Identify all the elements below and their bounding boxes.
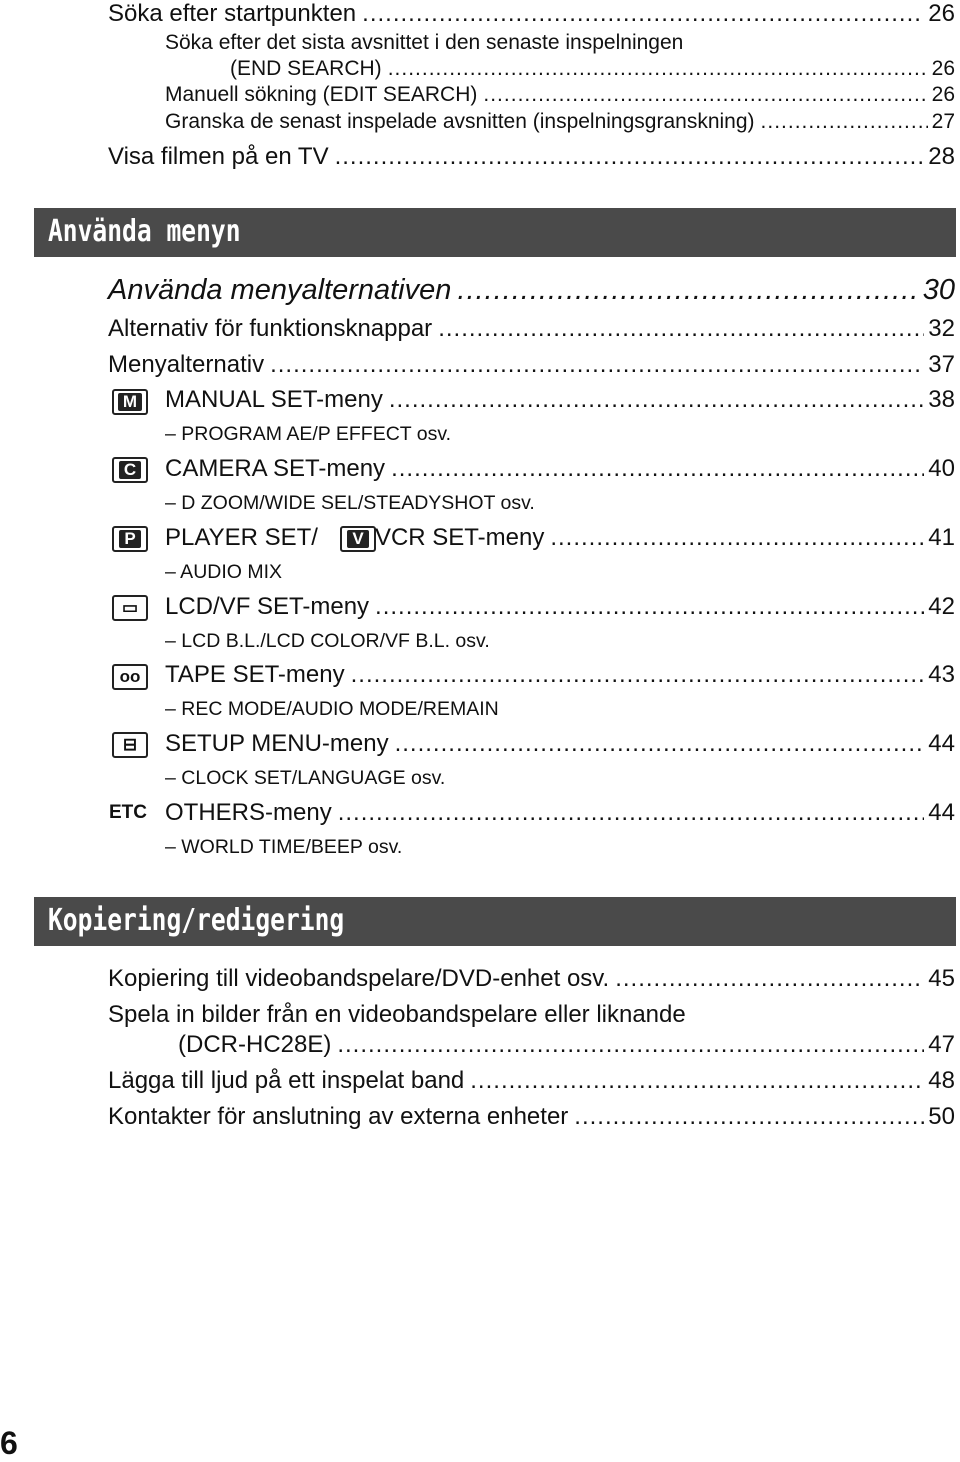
toc-entry[interactable]: [108, 143, 955, 171]
toc-page-number: 32: [928, 315, 955, 342]
player-set-icon: P: [112, 526, 148, 552]
toc-entry-label: Granska de senast inspelade avsnitten (inspelningsgranskning): [165, 110, 755, 133]
toc-page-number: 26: [928, 0, 955, 27]
toc-entry[interactable]: [108, 593, 955, 621]
toc-entry[interactable]: [108, 524, 955, 552]
toc-entry-label: Alternativ för funktionsknappar: [108, 315, 433, 342]
tape-set-icon: oo: [112, 664, 148, 690]
toc-entry-label: TAPE SET-meny: [165, 661, 345, 688]
toc-page-number: 50: [928, 1103, 955, 1130]
toc-entry[interactable]: [108, 799, 955, 827]
toc-page-number: 26: [931, 57, 955, 80]
page-number: 6: [0, 1425, 18, 1461]
toc-page-number: 47: [928, 1031, 955, 1058]
section-title: Kopiering/redigering: [48, 903, 345, 938]
toc-entry-label: SETUP MENU-meny: [165, 730, 389, 757]
toc-subentry: – CLOCK SET/LANGUAGE osv.: [165, 767, 446, 789]
toc-entry[interactable]: [108, 730, 955, 758]
toc-subentry: – WORLD TIME/BEEP osv.: [165, 836, 403, 858]
lcd-vf-set-icon: ▭: [112, 595, 148, 621]
toc-entry-label: CAMERA SET-meny: [165, 455, 386, 482]
toc-page-number: 27: [931, 110, 955, 133]
toc-subentry: – D ZOOM/WIDE SEL/STEADYSHOT osv.: [165, 492, 535, 514]
toc-page-number: 48: [928, 1067, 955, 1094]
toc-subentry: – PROGRAM AE/P EFFECT osv.: [165, 423, 452, 445]
toc-page-number: 30: [922, 274, 955, 306]
toc-entry-label: OTHERS-meny: [165, 799, 332, 826]
toc-entry-label: (DCR-HC28E): [178, 1031, 332, 1058]
toc-entry[interactable]: [108, 455, 955, 483]
toc-entry-label: VCR SET-meny: [374, 524, 545, 551]
toc-entry[interactable]: [108, 351, 955, 379]
toc-page-number: 41: [928, 524, 955, 551]
toc-page-number: 38: [928, 386, 955, 413]
toc-page-number: 40: [928, 455, 955, 482]
toc-entry[interactable]: [108, 661, 955, 689]
toc-entry[interactable]: [108, 0, 955, 28]
toc-entry-label: Manuell sökning (EDIT SEARCH): [165, 83, 478, 106]
toc-page-number: 26: [931, 83, 955, 106]
toc-page-number: 28: [928, 143, 955, 170]
toc-page-number: 44: [928, 730, 955, 757]
toc-entry[interactable]: [165, 83, 955, 107]
toc-entry[interactable]: [108, 1067, 955, 1095]
manual-set-icon: M: [112, 389, 148, 415]
toc-page-number: 45: [928, 965, 955, 992]
camera-set-icon: C: [112, 457, 148, 483]
toc-entry[interactable]: [108, 1103, 955, 1131]
toc-entry-label: Söka efter startpunkten: [108, 0, 357, 27]
toc-entry-label: Använda menyalternativen: [108, 274, 452, 306]
toc-page-number: 42: [928, 593, 955, 620]
toc-entry-label: Menyalternativ: [108, 351, 265, 378]
toc-page-number: 43: [928, 661, 955, 688]
toc-entry[interactable]: [108, 965, 955, 993]
toc-entry-label: PLAYER SET/: [165, 524, 318, 551]
toc-entry-label: Spela in bilder från en videobandspelare eller liknande: [108, 1001, 686, 1028]
toc-entry[interactable]: [108, 386, 955, 414]
setup-menu-icon: ⊟: [112, 732, 148, 758]
toc-subentry: – REC MODE/AUDIO MODE/REMAIN: [165, 698, 499, 720]
section-header-menu: [34, 208, 956, 257]
toc-entry[interactable]: [108, 315, 955, 343]
vcr-set-icon: V: [340, 526, 376, 552]
toc-entry-label: Visa filmen på en TV: [108, 143, 329, 170]
toc-entry[interactable]: [230, 57, 955, 81]
toc-entry-label: Kopiering till videobandspelare/DVD-enhet osv.: [108, 965, 610, 992]
toc-entry-label: Söka efter det sista avsnittet i den senaste inspelningen: [165, 31, 684, 54]
section-title: Använda menyn: [48, 214, 241, 249]
toc-subentry: – AUDIO MIX: [165, 561, 283, 583]
toc-heading[interactable]: [108, 274, 955, 307]
toc-entry[interactable]: [165, 110, 955, 134]
toc-page-number: 37: [928, 351, 955, 378]
toc-entry-label: (END SEARCH): [230, 57, 382, 80]
section-header-copy: [34, 897, 956, 946]
toc-page-number: 44: [928, 799, 955, 826]
toc-entry-label: LCD/VF SET-meny: [165, 593, 370, 620]
toc-entry-label: Kontakter för anslutning av externa enheter: [108, 1103, 569, 1130]
toc-entry-label: MANUAL SET-meny: [165, 386, 383, 413]
others-icon: ETC: [109, 802, 147, 823]
toc-entry[interactable]: [178, 1031, 955, 1059]
toc-subentry: – LCD B.L./LCD COLOR/VF B.L. osv.: [165, 630, 490, 652]
toc-entry-label: Lägga till ljud på ett inspelat band: [108, 1067, 465, 1094]
